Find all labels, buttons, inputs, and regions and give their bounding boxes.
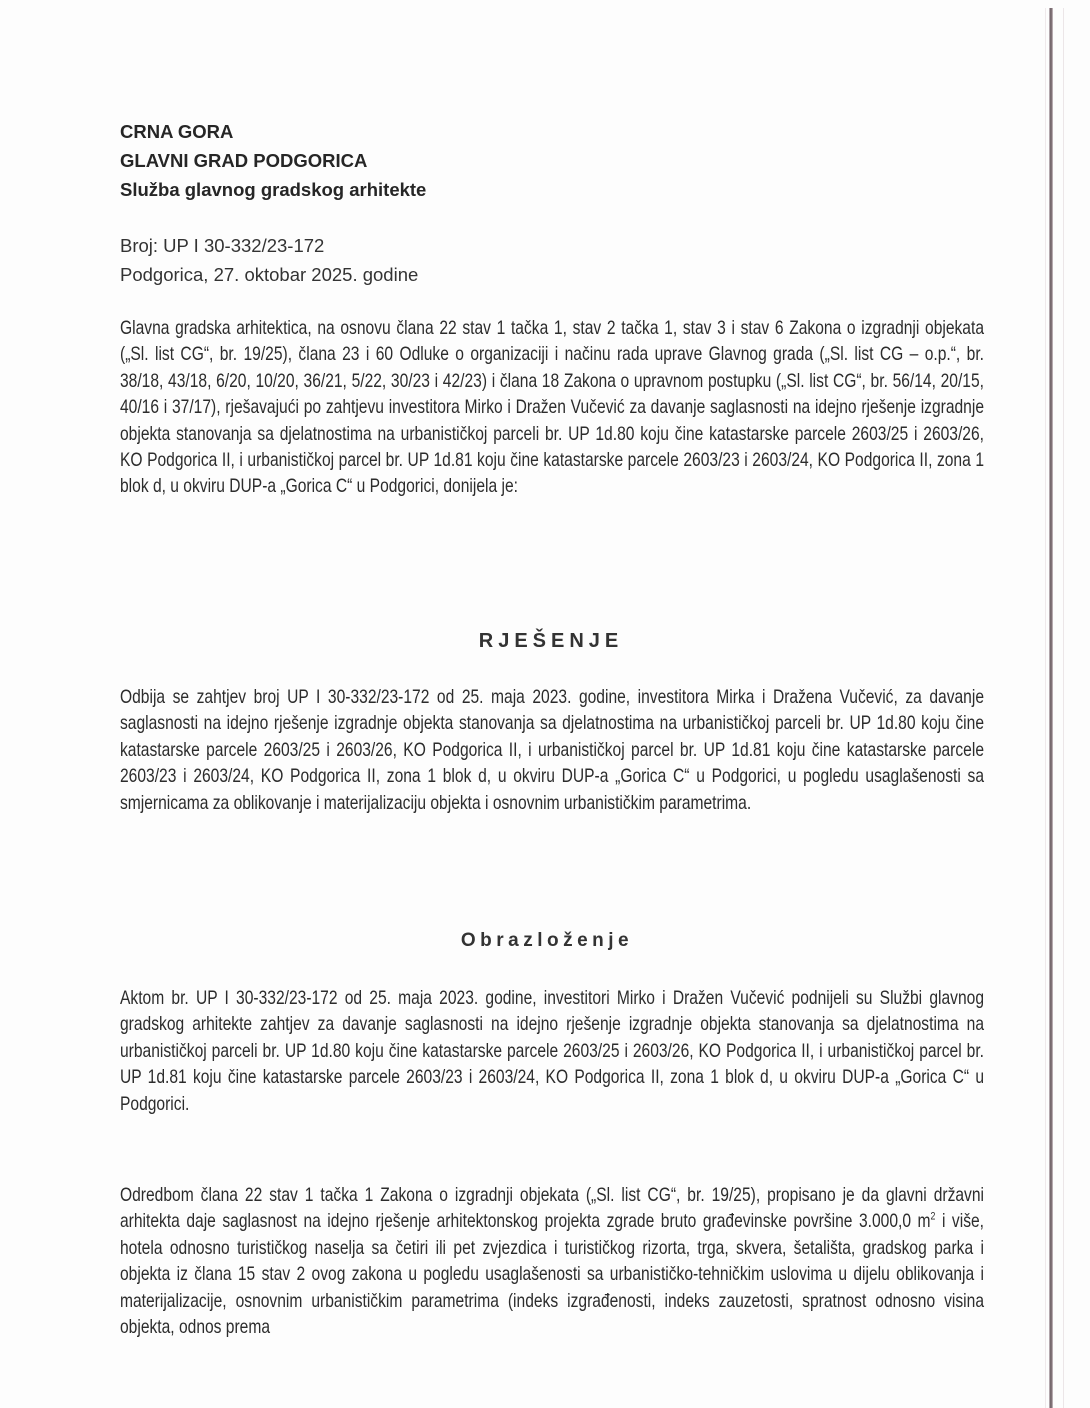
intro-paragraph: Glavna gradska arhitektica, na osnovu člana 22 stav 1 tačka 1, stav 2 tačka 1, stav 3 i stav 6 Zakona o izgradnji objekata („Sl. list CG“, br. 19/25), člana 23 i 60 Odluke o organizaciji i načinu rada uprave Glavnog grada („Sl. list CG – o.p.“, br. 38/18, 43/18, 6/20, 10/20, 36/21, 5/22, 30/23 i 42/23) i člana 18 Zakona o upravnom postupku („Sl. list CG“, br. 56/14, 20/15, 40/16 i 37/17), rješavajući po zahtjevu investitora Mirko i Dražen Vučević za davanje saglasnosti na idejno rješenje izgradnje objekta stanovanja sa djelatnostima na urbanističkoj parceli br. UP 1d.80 koju čine katastarske parcele 2603/25 i 2603/26, KO Podgorica II, i urbanističkoj parcel br. UP 1d.81 koju čine katastarske parcele 2603/23 i 2603/24, KO Podgorica II, zona 1 blok d, u okviru DUP-a „Gorica C“ u Podgorici, donijela je: [120, 317, 984, 498]
reasoning-paragraph-2 [120, 1182, 984, 1340]
document-number: Broj: UP I 30-332/23-172 [120, 235, 325, 256]
superscript-2: 2 [930, 1210, 936, 1223]
decision-text: Odbija se zahtjev broj UP I 30-332/23-172 od 25. maja 2023. godine, investitora Mirka i Dražena Vučević, za davanje saglasnosti na idejno rješenje izgradnje objekta stanovanja sa djelatnostima na urbanističkoj parceli br. UP 1d.80 koju čine katastarske parcele 2603/25 i 2603/26, KO Podgorica II, i urbanističkoj parcel br. UP 1d.81 koju čine katastarske parcele 2603/23 i 2603/24, KO Podgorica II, zona 1 blok d, u okviru DUP-a „Gorica C“ u Podgorici, u pogledu usaglašenosti sa smjernicama za oblikovanje i materijalizaciju objekta i osnovnim urbanističkim parametrima. [120, 686, 984, 814]
reasoning-title: Obrazloženje [460, 930, 634, 951]
document-place-date: Podgorica, 27. oktobar 2025. godine [120, 264, 419, 285]
scan-edge-line [1063, 8, 1064, 1408]
reasoning-paragraph-2-part-2: i više, hotela odnosno turističkog naselja sa četiri ili pet zvjezdica i turističkog rizorta, trga, skvera, šetališta, gradskog parka i objekta iz člana 15 stav 2 ovog zakona u pogledu usaglašenosti sa urbanističko-tehničkim uslovima u dijelu oblikovanja i materijalizacije, osnovnim urbanističkim parametrima (indeks izgrađenosti, indeks zauzetosti, spratnost odnosno visina objekta, odnos prema [120, 1210, 985, 1339]
scan-edge-line [1045, 8, 1046, 1408]
decision-title: RJEŠENJE [478, 630, 624, 652]
scan-edge-line [1049, 8, 1053, 1408]
header-country: CRNA GORA [120, 121, 234, 142]
reasoning-paragraph-2-part-1: Odredbom člana 22 stav 1 tačka 1 Zakona o izgradnji objekata („Sl. list CG“, br. 19/25), propisano je da glavni državni arhitekta daje saglasnost na idejno rješenje arhitektonskog projekta zgrade bruto građevinske površine 3.000,0 m [120, 1184, 984, 1233]
header-city: GLAVNI GRAD PODGORICA [120, 150, 368, 171]
reasoning-paragraph-1: Aktom br. UP I 30-332/23-172 od 25. maja 2023. godine, investitori Mirko i Dražen Vučević podnijeli su Službi glavnog gradskog arhitekte zahtjev za davanje saglasnosti na idejno rješenje izgradnje objekta stanovanja sa djelatnostima na urbanističkoj parceli br. UP 1d.80 koju čine katastarske parcele 2603/25 i 2603/26, KO Podgorica II, i urbanističkoj parcel br. UP 1d.81 koju čine katastarske parcele 2603/23 i 2603/24, KO Podgorica II, zona 1 blok d, u okviru DUP-a „Gorica C“ u Podgorici. [120, 987, 984, 1115]
header-office: Služba glavnog gradskog arhitekte [120, 179, 427, 200]
